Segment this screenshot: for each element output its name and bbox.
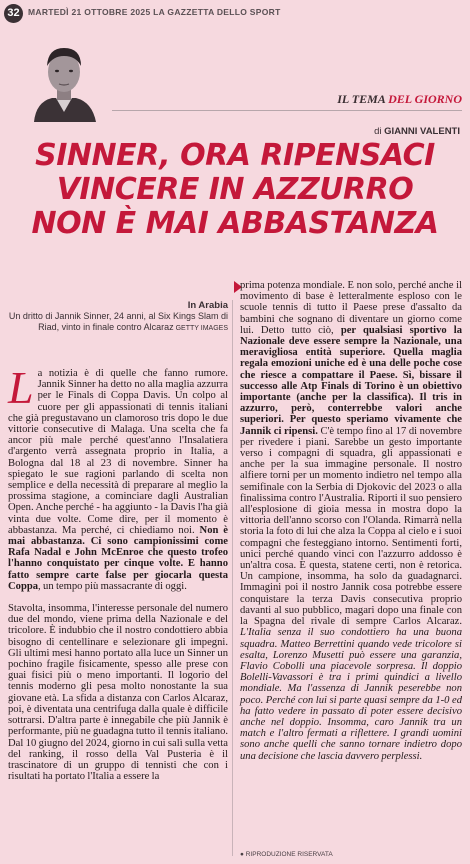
paragraph-1 (8, 362, 228, 592)
headline-line-3: NON È MAI ABBASTANZA (31, 206, 439, 241)
article-column-2 (240, 280, 462, 773)
header-rule (112, 110, 462, 111)
paragraph-1-end: , un tempo più massacrante di oggi. (38, 580, 187, 592)
caption-title: In Arabia (187, 300, 228, 311)
rubric-part-1: IL TEMA (337, 92, 389, 106)
paragraph-2: Stavolta, insomma, l'interesse personale del numero due del mondo, viene prima della Nazionale e del tricolore. È indubbio che il nostro condottiero abbia bisogno di centellinare e selezionare gli impegni. Gli ultimi mesi hanno portato alla luce un Sinner un pochino fragile fisicamente, spesso alle prese con guai fisici più o meno importanti. Il logorio del tennis moderno gli pesa molto nonostante la sua giovane età. La sfida a distanza con Carlos Alcaraz, poi, è diventata una centrifuga dalla quale è difficile sottrarsi. D'altra parte è innegabile che più Jannik è performante, più ne guadagna tutto il tennis italiano. Dal 10 giugno del 2024, giorno in cui salì sulla vetta del ranking, il rosso della Val Pusteria è il trascinatore di un gruppo di tennisti che con i risultati ha portato l'Italia a essere la (8, 603, 229, 783)
drop-cap: L (8, 362, 34, 413)
paragraph-3-italic: L'Italia senza il suo condottiero ha una buona squadra. Matteo Berrettini quando vede tricolore si esalta, Lorenzo Musetti può essere una garanzia, Flavio Cobolli una piacevole sorpresa. Il doppio Bolelli-Vavassori è tra i primi quindici a livello mondiale. Ma l'assenza di Jannik peserebbe non poco. Perché con lui si parte quasi sempre da 1-0 ed ha fatto vedere in passato di poter essere decisivo anche nel doppio. Insomma, caro Jannik tra un match e l'altro fermati a riflettere. I grandi uomini sono anche quelli che sanno tornare indietro dopo una decisione che lascia davvero perplessi. (240, 627, 462, 762)
caption-text: Un dritto di Jannik Sinner, 24 anni, al Six Kings Slam di Riad, vinto in finale contro Alcaraz (8, 311, 228, 332)
byline-prefix: di (374, 126, 385, 137)
photo-credit: GETTY IMAGES (173, 325, 228, 332)
byline-author: GIANNI VALENTI (384, 126, 460, 137)
article-column-1 (8, 362, 229, 793)
paragraph-1-text: a notizia è di quelle che fanno rumore. Jannik Sinner ha detto no alla maglia azzurra per le Finals di Coppa Davis. Un colpo al cuore per gli appassionati di tennis italiani che già pregustavano un clamoroso tris dopo le due vittorie consecutive di Malaga. Una scelta che fa ancor più male perché quest'anno l'Insalatiera d'argento verrà assegnata proprio in Italia, a Bologna dal 18 al 23 di novembre. Sinner ha spiegato le sue ragioni parlando di scelta non semplice e della necessità di preparare al meglio la prossima stagione, a cominciare dagli Australian Open. Anche perché - ha aggiunto - la Davis l'ha già vinta due volte. Come dire, per il momento è abbastanza. Ma perché, ci chiediamo noi. (8, 368, 228, 536)
copyright-notice: ● RIPRODUZIONE RISERVATA (240, 851, 333, 858)
section-rubric (337, 92, 462, 107)
column-divider (232, 300, 233, 856)
page-number: 32 (4, 4, 23, 23)
paragraph-3-text: prima potenza mondiale. E non solo, perché anche il movimento di base è letteralmente esploso con le scuole tennis di tutto il Paese prese d'assalto da bambini che sognano di diventare un giorno come lui. Detto tutto ciò, (240, 280, 462, 336)
paragraph-3-cont: C'è tempo fino al 17 di novembre per rivedere i piani. Sarebbe un gesto importante verso i compagni di squadra, gli appassionati e anche per la sua immagine personale. Il nostro alfiere torni per un momento indietro nel tempo alla semifinale con la Serbia di Djokovic del 2023 o alla finalissima contro l'Australia. Riporti il suo pensiero all'esplosione di gioia messa in mostra dopo la vittoria dell'anno scorso con l'Olanda. Rimarrà nella storia la foto di lui che alza la Coppa al cielo e i suoi compagni che festeggiano intorno. Sentimenti forti, unici perché quando vinci con l'azzurro addosso è un'altra cosa. E questa, statene certi, non è retorica. Un campione, insomma, ha solo da guadagnarci. Immagini poi il nostro Jannik cosa potrebbe essere conquistare la terza Davis consecutiva proprio davanti al suo pubblico, magari dopo una finale con la Spagna del rivale di sempre Carlos Alcaraz. (240, 425, 463, 628)
paragraph-1-bold: Non è mai abbastanza. Ci sono campionissimi come Rafa Nadal e John McEnroe che questo trofeo l'hanno conquistato per cinque volte. E hanno fatto sempre carte false per giocarla questa Coppa (8, 524, 228, 592)
copyright-text: RIPRODUZIONE RISERVATA (245, 851, 333, 858)
paragraph-3 (240, 280, 462, 762)
running-head-text: MARTEDÌ 21 OTTOBRE 2025 LA GAZZETTA DELLO SPORT (28, 7, 281, 17)
headline-line-2: VINCERE IN AZZURRO (56, 172, 414, 207)
author-portrait (26, 40, 102, 122)
running-header (0, 0, 470, 26)
photo-caption (8, 300, 228, 334)
byline (374, 126, 460, 137)
headline-line-1: SINNER, ORA RIPENSACI (35, 138, 435, 173)
paragraph-3-bold: per qualsiasi sportivo la Nazionale deve essere sempre la Nazionale, una meravigliosa entità superiore. Quella maglia regala emozioni uniche ed è una delle poche cose che riesce a compattare il Paese. Sì, bissare il successo alle Atp Finals di Torino è un obiettivo importante (anche per la classifica). Il tris in azzurro, però, conterrebbe valori anche superiori. Per questo speriamo vivamente che Jannik ci ripensi. (240, 324, 463, 437)
rubric-part-2: DEL GIORNO (388, 92, 462, 106)
